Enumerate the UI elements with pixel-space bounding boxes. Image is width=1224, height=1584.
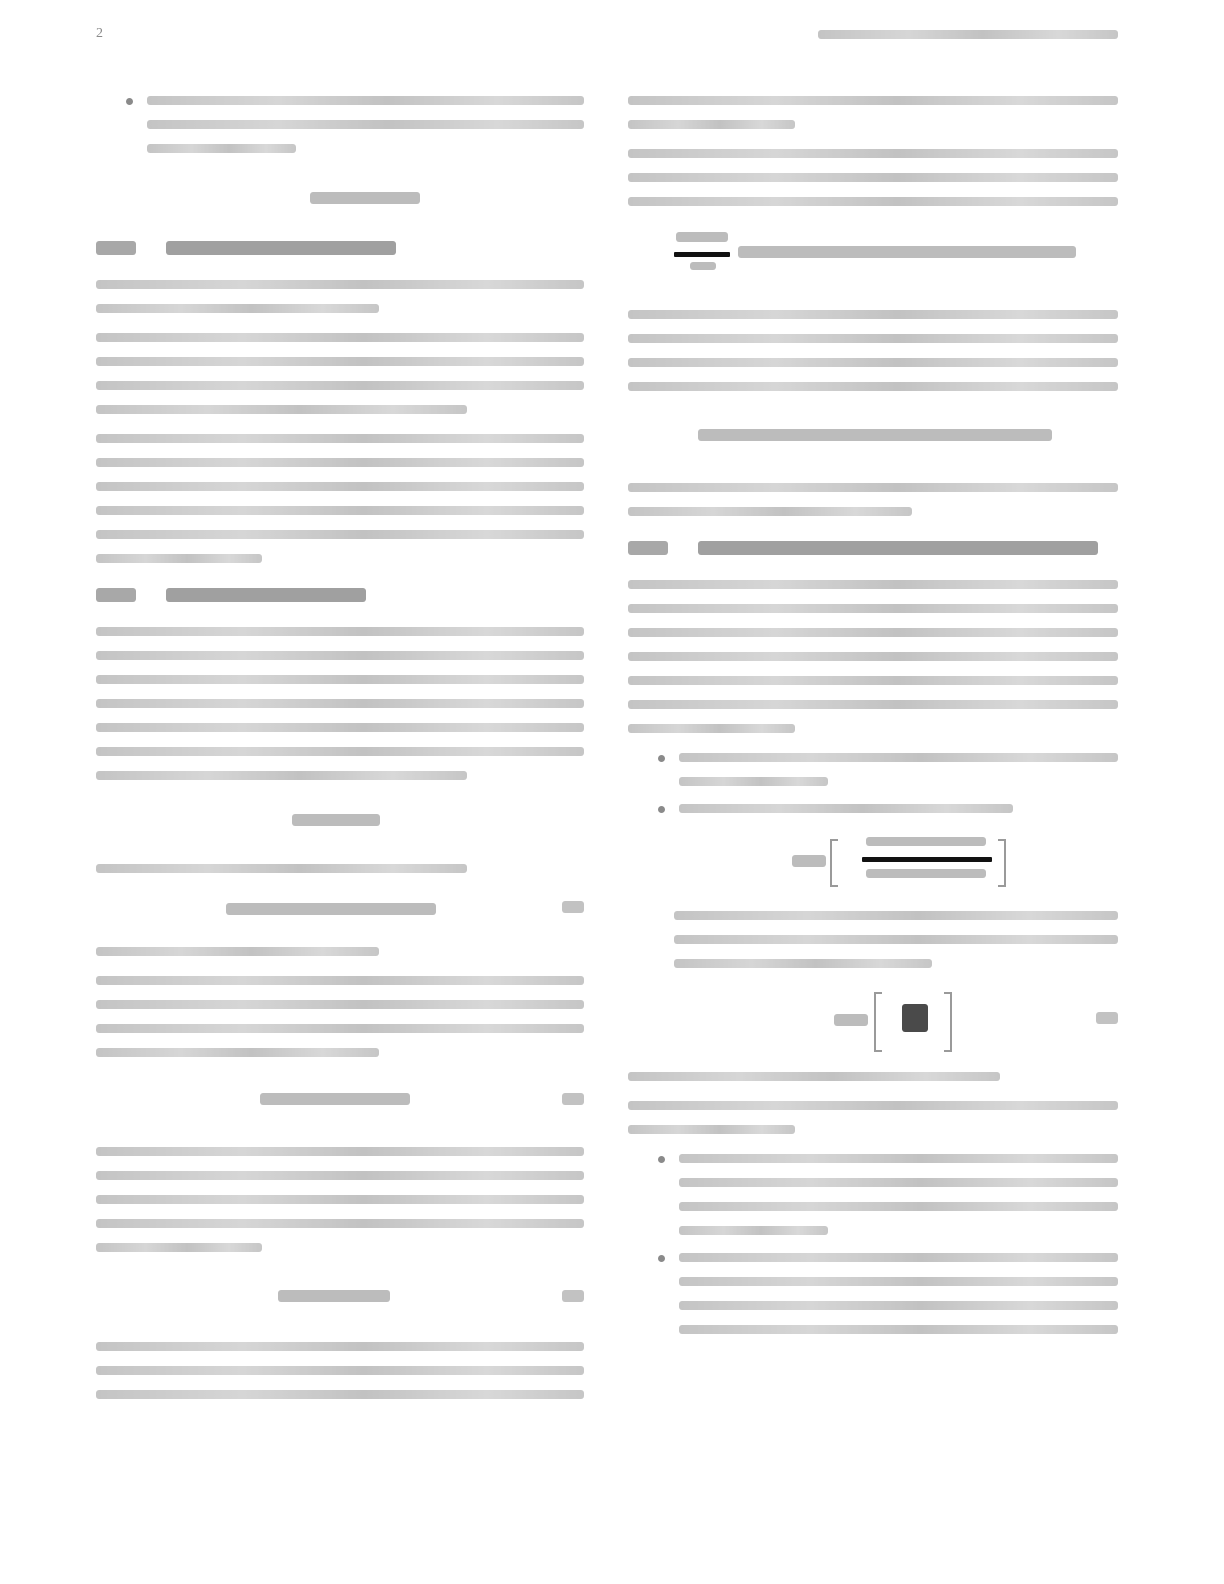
inline-equation [96, 182, 584, 216]
left-column [96, 96, 584, 1419]
list-item [628, 804, 1118, 813]
numbered-equation [96, 1077, 584, 1127]
paragraph [96, 976, 584, 1057]
paragraph [628, 310, 1118, 391]
paragraph [96, 627, 584, 780]
equation-number [562, 1093, 584, 1105]
page-number: 2 [96, 26, 103, 41]
paragraph [628, 149, 1118, 206]
list-item [96, 96, 584, 168]
paragraph [628, 96, 1118, 129]
list-item [628, 1154, 1118, 1235]
text-line [147, 120, 584, 129]
equation-number [562, 901, 584, 913]
paragraph [96, 333, 584, 414]
bullet-icon [658, 755, 665, 762]
bullet-icon [658, 1156, 665, 1163]
section-heading [96, 236, 584, 260]
paragraph [96, 1147, 584, 1252]
bullet-list [628, 753, 1118, 813]
bullet-list [628, 1154, 1118, 1334]
section-number [96, 588, 136, 602]
paragraph [628, 580, 1118, 733]
display-equation [628, 833, 1118, 891]
paragraph [628, 483, 1118, 516]
section-number [628, 541, 668, 555]
bullet-icon [658, 1255, 665, 1262]
paragraph [96, 1342, 584, 1399]
paragraph [96, 864, 584, 873]
numbered-equation [96, 1272, 584, 1322]
list-item [628, 753, 1118, 786]
right-column [628, 96, 1118, 1354]
list-item [628, 1253, 1118, 1334]
equation-number [562, 1290, 584, 1302]
bullet-icon [658, 806, 665, 813]
page-header [96, 26, 1118, 42]
text-line [147, 144, 296, 153]
paragraph [674, 911, 1118, 968]
paragraph [96, 434, 584, 563]
running-head [818, 30, 1118, 39]
section-title [166, 588, 366, 602]
paragraph [628, 1072, 1118, 1081]
equation-number [1096, 1012, 1118, 1024]
paragraph [96, 280, 584, 313]
section-number [96, 241, 136, 255]
numbered-equation [96, 893, 584, 927]
paragraph [96, 947, 584, 956]
section-heading [628, 536, 1118, 560]
display-equation [628, 411, 1118, 463]
section-title [166, 241, 396, 255]
section-heading [96, 583, 584, 607]
text-line [147, 96, 584, 105]
section-title [698, 541, 1098, 555]
paragraph [628, 1101, 1118, 1134]
display-equation [96, 800, 584, 844]
display-equation [628, 226, 1118, 290]
numbered-equation [628, 988, 1118, 1052]
bullet-icon [126, 98, 133, 105]
